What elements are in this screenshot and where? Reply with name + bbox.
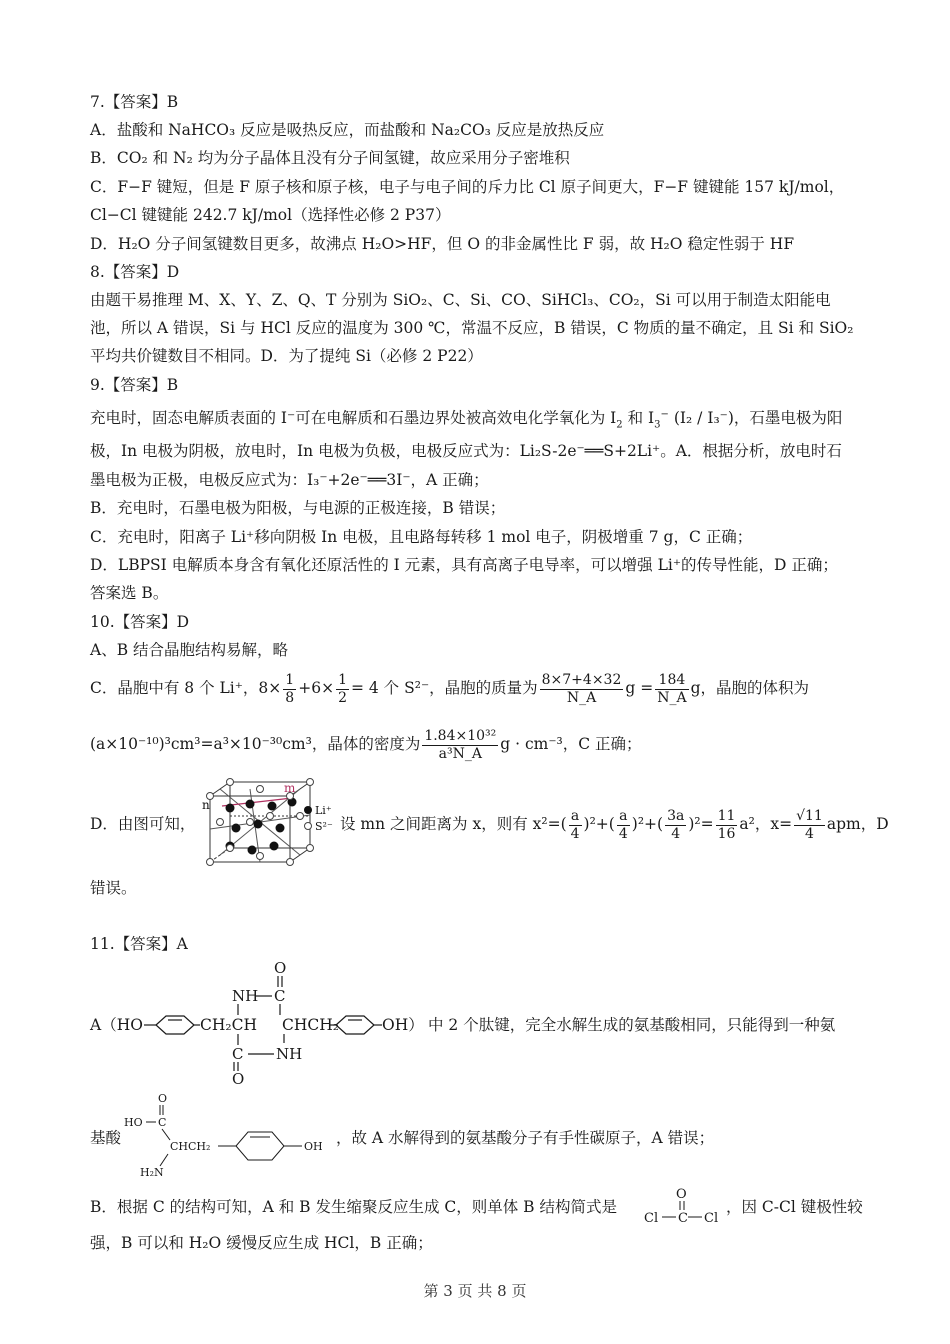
- fraction-a-4: [569, 808, 582, 843]
- li-legend-dot: [304, 806, 312, 814]
- a-oh: OH）: [382, 1016, 424, 1034]
- q10-c-mid1: +6×: [298, 679, 335, 697]
- a-ch2ch: CH₂CH: [200, 1016, 257, 1034]
- frac-den: 16: [717, 825, 736, 842]
- fraction-1-8: [283, 672, 296, 707]
- q7-option-b: B．CO₂ 和 N₂ 均为分子晶体且没有分子间氢键，故应采用分子密堆积: [90, 149, 570, 167]
- amino-acid-bonds: [146, 1105, 302, 1166]
- q10-volume-line: [90, 722, 642, 766]
- fraction-density: [422, 728, 498, 763]
- q11-jisuan: 基酸: [90, 1129, 122, 1147]
- q10-c-mid3: g =: [625, 679, 654, 697]
- q11-a-text: 中 2 个肽键，完全水解生成的氨基酸相同，只能得到一种氨: [428, 1016, 836, 1034]
- q10-d-equation: [340, 803, 889, 845]
- crystal-legend: [300, 802, 340, 836]
- frac-num: 3a: [667, 807, 685, 824]
- q9-line1-b: 和 I: [627, 409, 655, 428]
- q10-v-post: g · cm⁻³，C 正确；: [500, 735, 642, 753]
- left-benzene-icon: [144, 1016, 200, 1034]
- frac-den: 2: [338, 689, 347, 706]
- q7-option-c-line1: C．F−F 键短，但是 F 原子核和原子核，电子与电子间的斥力比 Cl 原子间更大，F−F 键键能 157 kJ/mol，: [90, 178, 845, 196]
- q10-c-pre: C．晶胞中有 8 个 Li⁺，8×: [90, 679, 282, 697]
- q11-a-text2: ，故 A 水解得到的氨基酸分子有手性碳原子，A 错误；: [336, 1129, 715, 1147]
- q8-header: 8.【答案】D: [90, 263, 180, 281]
- phosgene-structure: [642, 1184, 726, 1228]
- frac-num: 11: [717, 807, 736, 824]
- aa-oh: OH: [304, 1140, 323, 1153]
- fraction-a-4b: [617, 808, 630, 843]
- q8-line3: 平均共价键数目不相同。D．为了提纯 Si（必修 2 P22）: [90, 347, 483, 365]
- q7-option-c-line2: Cl−Cl 键键能 242.7 kJ/mol（选择性必修 2 P37）: [90, 206, 451, 224]
- fraction-184: [655, 672, 688, 707]
- frac-den: 4: [618, 825, 628, 842]
- fraction-11-16: [716, 808, 738, 843]
- frac-num: 184: [655, 672, 688, 690]
- q10-d-sep2: )²+(: [631, 815, 664, 833]
- a-chch2: CHCH₂: [282, 1016, 339, 1034]
- q8-line2: 池，所以 A 错误，Si 与 HCl 反应的温度为 300 ℃，常温不反应，B 错误，C 物质的量不确定，且 Si 和 SiO₂: [90, 319, 854, 337]
- q10-d-pre: D．由图可知，: [90, 815, 196, 833]
- frac-den: a³N_A: [438, 745, 482, 762]
- frac-num: 1: [285, 671, 295, 688]
- frac-num: 1: [338, 671, 347, 688]
- frac-den: 4: [671, 825, 681, 842]
- nh-bottom: NH: [276, 1045, 303, 1063]
- q10-c-line: [90, 666, 809, 710]
- b-o: O: [676, 1187, 687, 1202]
- q9-line3: 墨电极为正极，电极反应式为：I₃⁻+2e⁻══3I⁻，A 正确；: [90, 471, 489, 489]
- li-ions: [226, 798, 297, 855]
- q9-option-c: C．充电时，阳离子 Li⁺移向阴极 In 电极，且电路每转移 1 mol 电子，阴极增重 7 g，C 正确；: [90, 528, 753, 546]
- q10-d-end: apm，D: [826, 815, 889, 833]
- fraction-mass: [540, 672, 624, 707]
- b-cl2: Cl: [704, 1211, 719, 1226]
- page-footer: 第 3 页 共 8 页: [423, 1282, 527, 1300]
- frac-den: N_A: [657, 689, 687, 706]
- q9-line2: 极，In 电极为阴极，放电时，In 电极为负极，电极反应式为：Li₂S-2e⁻══S+2Li⁺。A．根据分析，放电时石: [90, 442, 842, 460]
- fraction-sqrt11-4: [794, 808, 825, 843]
- q10-d-sep3: )²=: [688, 815, 714, 833]
- aa-ho: HO: [124, 1116, 143, 1129]
- q11-header: 11.【答案】A: [90, 935, 188, 953]
- diketopiperazine-structure: [86, 958, 426, 1088]
- q11-b-post: ，因 C-Cl 键极性较: [726, 1198, 863, 1216]
- q9-line1-c: (I₂ / I₃⁻): [673, 409, 734, 428]
- q10-c-mid2: = 4 个 S²⁻，晶胞的质量为: [350, 679, 538, 697]
- frac-den: 8: [285, 689, 295, 706]
- aa-chch2: CHCH₂: [170, 1140, 211, 1153]
- c-top: C: [274, 987, 286, 1005]
- q10-v-pre: (a×10⁻¹⁰)³cm³=a³×10⁻³⁰cm³，晶体的密度为: [90, 735, 421, 753]
- legend-s-label: S²⁻: [315, 820, 333, 833]
- q7-header: 7.【答案】B: [90, 93, 179, 111]
- q9-option-d: D．LBPSI 电解质本身含有氧化还原活性的 I 元素，具有高离子电导率，可以增强 Li⁺的传导性能，D 正确；: [90, 556, 838, 574]
- frac-den: N_A: [566, 689, 597, 706]
- q10-d-wrong: 错误。: [90, 879, 137, 897]
- aa-c: C: [158, 1116, 167, 1129]
- q11-b-pre: B．根据 C 的结构可知，A 和 B 发生缩聚反应生成 C，则单体 B 结构简式是: [90, 1198, 618, 1216]
- q10-d-sep1: )²+(: [583, 815, 615, 833]
- legend-li-label: Li⁺: [315, 804, 332, 817]
- frac-den: 4: [570, 825, 580, 842]
- frac-num: √11: [796, 807, 823, 824]
- q7-option-d: D．H₂O 分子间氢键数目更多，故沸点 H₂O>HF，但 O 的非金属性比 F 弱，故 H₂O 稳定性弱于 HF: [90, 235, 795, 253]
- fraction-1-2: [336, 672, 349, 707]
- b-cl1: Cl: [644, 1211, 659, 1226]
- q10-d-sep4: a²，x=: [739, 815, 793, 833]
- frac-num: a: [617, 808, 630, 826]
- b-c: C: [678, 1211, 688, 1226]
- q8-line1: 由题干易推理 M、X、Y、Z、Q、T 分别为 SiO₂、C、Si、CO、SiHCl₃、CO₂，Si 可以用于制造太阳能电: [90, 291, 831, 309]
- q10-c-post: g，晶胞的体积为: [690, 679, 810, 697]
- c-bottom: C: [232, 1045, 244, 1063]
- a-prefix: A（HO: [90, 1016, 143, 1034]
- s-legend-dot: [305, 823, 312, 830]
- frac-den: 4: [805, 825, 814, 842]
- o-bottom: O: [232, 1070, 245, 1088]
- amino-acid-structure: [120, 1088, 340, 1180]
- q9-header: 9.【答案】B: [90, 376, 179, 394]
- q10-d-text: 设 mn 之间距离为 x，则有 x²=(: [340, 815, 567, 833]
- aa-h2n: H₂N: [140, 1166, 164, 1179]
- frac-num: 1.84×10³²: [424, 727, 497, 744]
- frac-num: 8×7+4×32: [541, 671, 622, 688]
- o-top: O: [274, 959, 287, 977]
- fraction-3a-4: [665, 808, 686, 843]
- q9-line1-d: ，石墨电极为阳: [733, 409, 843, 428]
- label-n: n: [202, 798, 210, 812]
- label-m: m: [284, 781, 296, 795]
- q11-b-line2: 强，B 可以和 H₂O 缓慢反应生成 HCl，B 正确；: [90, 1234, 433, 1252]
- q10-header: 10.【答案】D: [90, 613, 190, 631]
- q9-option-b: B．充电时，石墨电极为阳极，与电源的正极连接，B 错误；: [90, 499, 506, 517]
- q10-ab: A、B 结合晶胞结构易解，略: [90, 641, 289, 659]
- aa-o: O: [158, 1092, 168, 1105]
- frac-num: a: [569, 808, 582, 826]
- q9-answer: 答案选 B。: [90, 584, 169, 602]
- nh-top: NH: [232, 987, 259, 1005]
- q7-option-a: A．盐酸和 NaHCO₃ 反应是吸热反应，而盐酸和 Na₂CO₃ 反应是放热反应: [90, 121, 605, 139]
- q9-line1: 充电时，固态电解质表面的 I⁻可在电解质和石墨边界处被高效电化学氧化为 $I_2$ 和 $I_3^-$ (I₂ / I₃⁻)，石墨电极为阳: [90, 409, 843, 431]
- q9-line1-a: 充电时，固态电解质表面的 I⁻可在电解质和石墨边界处被高效电化学氧化为 I: [90, 409, 617, 428]
